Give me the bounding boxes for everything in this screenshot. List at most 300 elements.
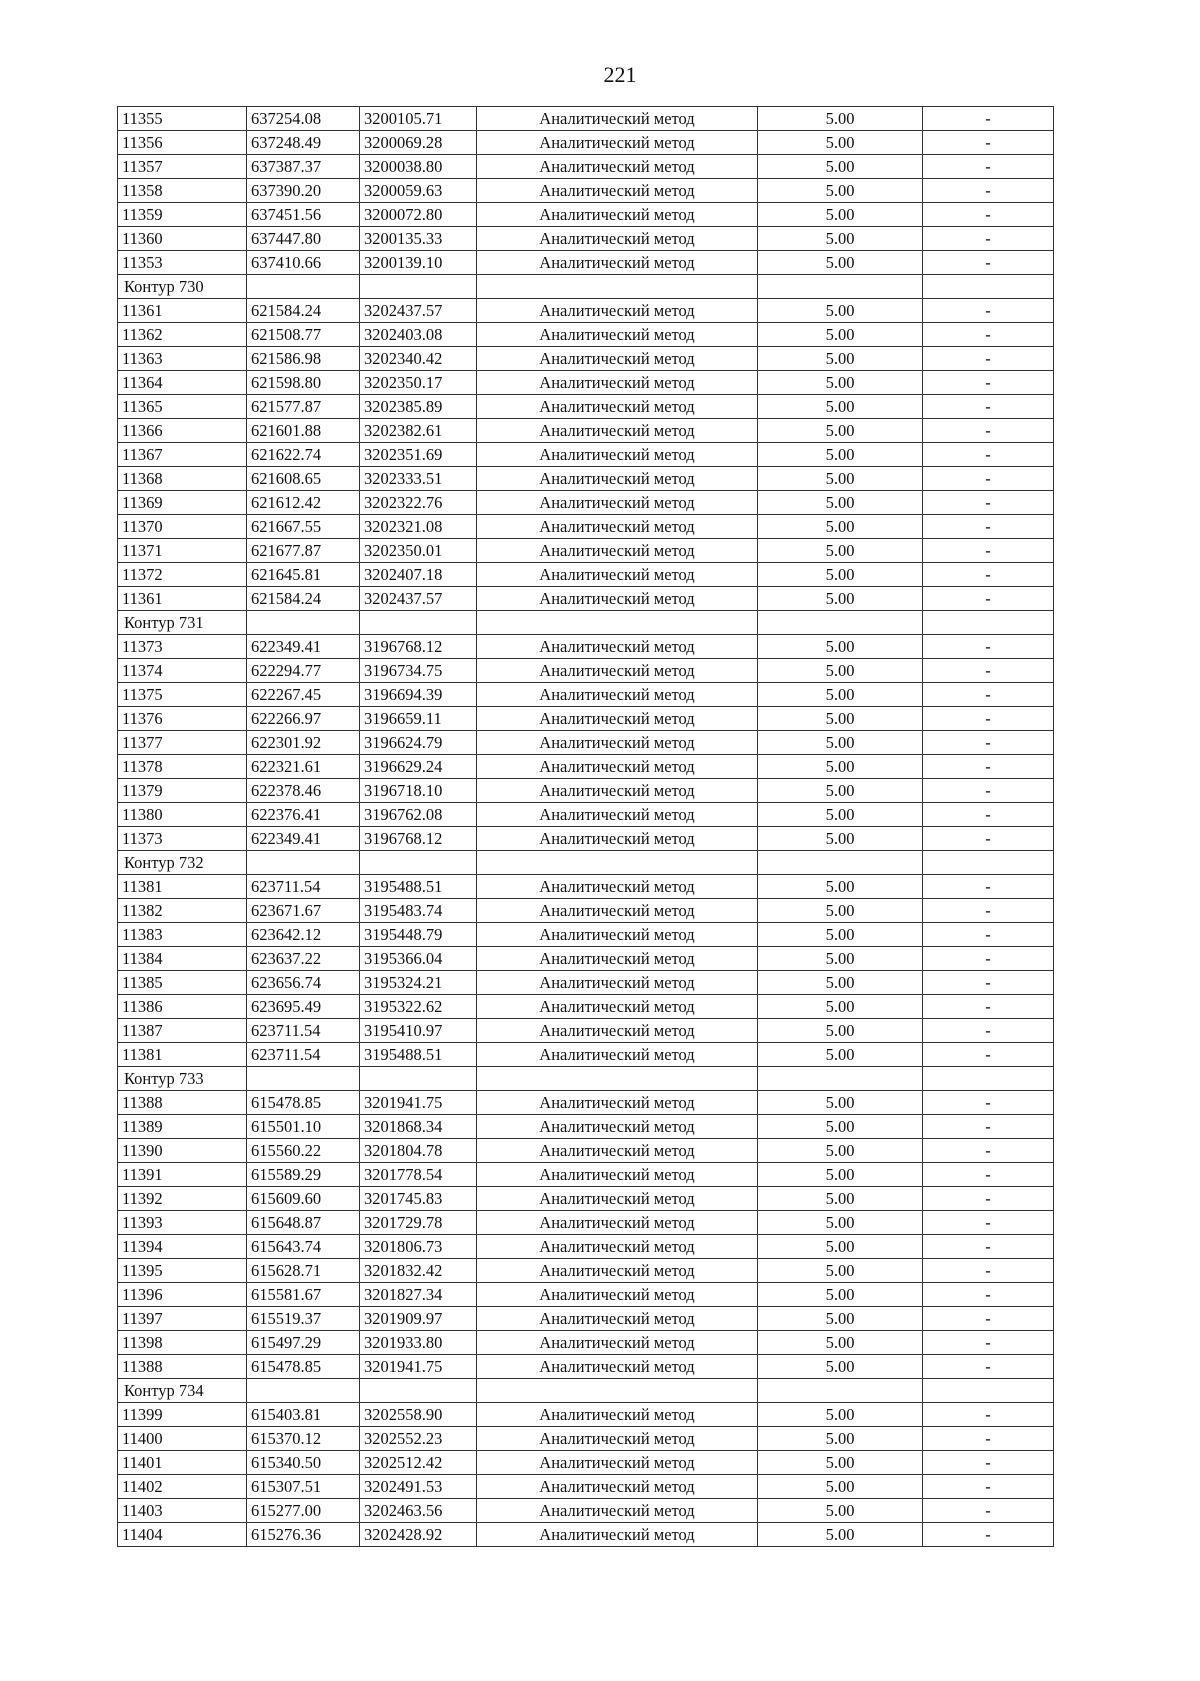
y-coordinate-cell: 3196762.08 [360,803,477,827]
x-coordinate-cell: 621612.42 [247,491,360,515]
table-row [118,467,1054,491]
table-row [118,227,1054,251]
description-cell: - [923,659,1054,683]
table-row [118,1019,1054,1043]
accuracy-cell: 5.00 [758,515,923,539]
y-coordinate-cell: 3201778.54 [360,1163,477,1187]
table-row [118,1235,1054,1259]
x-coordinate-cell: 615478.85 [247,1091,360,1115]
accuracy-cell: 5.00 [758,1523,923,1547]
accuracy-cell: 5.00 [758,683,923,707]
method-cell: Аналитический метод [477,179,758,203]
table-row [118,803,1054,827]
x-coordinate-cell: 623695.49 [247,995,360,1019]
method-cell: Аналитический метод [477,467,758,491]
empty-cell [923,851,1054,875]
empty-cell [247,1067,360,1091]
x-coordinate-cell: 615307.51 [247,1475,360,1499]
x-coordinate-cell: 621598.80 [247,371,360,395]
y-coordinate-cell: 3200059.63 [360,179,477,203]
method-cell: Аналитический метод [477,203,758,227]
accuracy-cell: 5.00 [758,875,923,899]
method-cell: Аналитический метод [477,923,758,947]
description-cell: - [923,1139,1054,1163]
y-coordinate-cell: 3202403.08 [360,323,477,347]
accuracy-cell: 5.00 [758,1211,923,1235]
x-coordinate-cell: 622349.41 [247,635,360,659]
contour-header-row [118,1067,1054,1091]
y-coordinate-cell: 3195488.51 [360,875,477,899]
description-cell: - [923,371,1054,395]
accuracy-cell: 5.00 [758,371,923,395]
x-coordinate-cell: 622349.41 [247,827,360,851]
point-id-cell: 11371 [118,539,247,563]
x-coordinate-cell: 615340.50 [247,1451,360,1475]
description-cell: - [923,1523,1054,1547]
empty-cell [247,851,360,875]
table-row [118,419,1054,443]
x-coordinate-cell: 637390.20 [247,179,360,203]
empty-cell [477,275,758,299]
table-row [118,587,1054,611]
accuracy-cell: 5.00 [758,227,923,251]
point-id-cell: 11385 [118,971,247,995]
point-id-cell: 11367 [118,443,247,467]
y-coordinate-cell: 3202491.53 [360,1475,477,1499]
method-cell: Аналитический метод [477,827,758,851]
method-cell: Аналитический метод [477,1283,758,1307]
x-coordinate-cell: 621584.24 [247,299,360,323]
method-cell: Аналитический метод [477,323,758,347]
method-cell: Аналитический метод [477,1163,758,1187]
point-id-cell: 11394 [118,1235,247,1259]
y-coordinate-cell: 3202351.69 [360,443,477,467]
table-row [118,971,1054,995]
empty-cell [477,851,758,875]
accuracy-cell: 5.00 [758,779,923,803]
table-row [118,1115,1054,1139]
method-cell: Аналитический метод [477,299,758,323]
table-row [118,299,1054,323]
x-coordinate-cell: 637248.49 [247,131,360,155]
contour-label: Контур 734 [118,1379,247,1403]
point-id-cell: 11370 [118,515,247,539]
description-cell: - [923,1427,1054,1451]
y-coordinate-cell: 3196624.79 [360,731,477,755]
description-cell: - [923,995,1054,1019]
accuracy-cell: 5.00 [758,467,923,491]
accuracy-cell: 5.00 [758,1499,923,1523]
table-row [118,875,1054,899]
point-id-cell: 11368 [118,467,247,491]
y-coordinate-cell: 3200105.71 [360,107,477,131]
description-cell: - [923,1355,1054,1379]
point-id-cell: 11359 [118,203,247,227]
empty-cell [923,611,1054,635]
method-cell: Аналитический метод [477,1019,758,1043]
point-id-cell: 11392 [118,1187,247,1211]
method-cell: Аналитический метод [477,971,758,995]
point-id-cell: 11377 [118,731,247,755]
description-cell: - [923,755,1054,779]
point-id-cell: 11362 [118,323,247,347]
accuracy-cell: 5.00 [758,1259,923,1283]
table-row [118,1355,1054,1379]
empty-cell [477,611,758,635]
method-cell: Аналитический метод [477,755,758,779]
description-cell: - [923,1187,1054,1211]
table-row [118,899,1054,923]
point-id-cell: 11365 [118,395,247,419]
x-coordinate-cell: 621508.77 [247,323,360,347]
accuracy-cell: 5.00 [758,731,923,755]
coordinates-table [117,106,1054,1547]
point-id-cell: 11380 [118,803,247,827]
accuracy-cell: 5.00 [758,1283,923,1307]
accuracy-cell: 5.00 [758,1427,923,1451]
accuracy-cell: 5.00 [758,707,923,731]
method-cell: Аналитический метод [477,1499,758,1523]
description-cell: - [923,731,1054,755]
empty-cell [758,851,923,875]
point-id-cell: 11383 [118,923,247,947]
empty-cell [477,1067,758,1091]
accuracy-cell: 5.00 [758,1307,923,1331]
table-row [118,1283,1054,1307]
description-cell: - [923,827,1054,851]
table-row [118,1331,1054,1355]
x-coordinate-cell: 622378.46 [247,779,360,803]
y-coordinate-cell: 3196659.11 [360,707,477,731]
x-coordinate-cell: 621584.24 [247,587,360,611]
y-coordinate-cell: 3196768.12 [360,827,477,851]
accuracy-cell: 5.00 [758,155,923,179]
y-coordinate-cell: 3202350.17 [360,371,477,395]
x-coordinate-cell: 615276.36 [247,1523,360,1547]
x-coordinate-cell: 615648.87 [247,1211,360,1235]
description-cell: - [923,1091,1054,1115]
accuracy-cell: 5.00 [758,1235,923,1259]
method-cell: Аналитический метод [477,1139,758,1163]
accuracy-cell: 5.00 [758,971,923,995]
method-cell: Аналитический метод [477,1355,758,1379]
table-row [118,923,1054,947]
y-coordinate-cell: 3202558.90 [360,1403,477,1427]
x-coordinate-cell: 621667.55 [247,515,360,539]
description-cell: - [923,1307,1054,1331]
description-cell: - [923,707,1054,731]
y-coordinate-cell: 3201868.34 [360,1115,477,1139]
point-id-cell: 11353 [118,251,247,275]
description-cell: - [923,803,1054,827]
accuracy-cell: 5.00 [758,803,923,827]
method-cell: Аналитический метод [477,875,758,899]
accuracy-cell: 5.00 [758,131,923,155]
accuracy-cell: 5.00 [758,347,923,371]
page-number: 221 [603,62,637,87]
point-id-cell: 11397 [118,1307,247,1331]
accuracy-cell: 5.00 [758,755,923,779]
contour-header-row [118,1379,1054,1403]
y-coordinate-cell: 3201827.34 [360,1283,477,1307]
table-row [118,1403,1054,1427]
method-cell: Аналитический метод [477,1427,758,1451]
accuracy-cell: 5.00 [758,947,923,971]
table-row [118,179,1054,203]
empty-cell [360,851,477,875]
y-coordinate-cell: 3202512.42 [360,1451,477,1475]
description-cell: - [923,323,1054,347]
empty-cell [360,275,477,299]
empty-cell [923,1067,1054,1091]
y-coordinate-cell: 3201941.75 [360,1091,477,1115]
y-coordinate-cell: 3202437.57 [360,587,477,611]
x-coordinate-cell: 637387.37 [247,155,360,179]
point-id-cell: 11387 [118,1019,247,1043]
table-row [118,659,1054,683]
table-row [118,347,1054,371]
point-id-cell: 11361 [118,299,247,323]
y-coordinate-cell: 3196629.24 [360,755,477,779]
point-id-cell: 11389 [118,1115,247,1139]
x-coordinate-cell: 622267.45 [247,683,360,707]
contour-header-row [118,275,1054,299]
method-cell: Аналитический метод [477,491,758,515]
y-coordinate-cell: 3195322.62 [360,995,477,1019]
point-id-cell: 11376 [118,707,247,731]
contour-label: Контур 730 [118,275,247,299]
table-row [118,1043,1054,1067]
point-id-cell: 11390 [118,1139,247,1163]
description-cell: - [923,419,1054,443]
method-cell: Аналитический метод [477,707,758,731]
x-coordinate-cell: 623711.54 [247,875,360,899]
description-cell: - [923,635,1054,659]
method-cell: Аналитический метод [477,419,758,443]
x-coordinate-cell: 622321.61 [247,755,360,779]
method-cell: Аналитический метод [477,563,758,587]
accuracy-cell: 5.00 [758,323,923,347]
table-row [118,995,1054,1019]
method-cell: Аналитический метод [477,1523,758,1547]
x-coordinate-cell: 622294.77 [247,659,360,683]
point-id-cell: 11402 [118,1475,247,1499]
accuracy-cell: 5.00 [758,659,923,683]
point-id-cell: 11375 [118,683,247,707]
table-row [118,443,1054,467]
method-cell: Аналитический метод [477,227,758,251]
method-cell: Аналитический метод [477,107,758,131]
accuracy-cell: 5.00 [758,179,923,203]
method-cell: Аналитический метод [477,1043,758,1067]
y-coordinate-cell: 3202340.42 [360,347,477,371]
accuracy-cell: 5.00 [758,587,923,611]
y-coordinate-cell: 3195488.51 [360,1043,477,1067]
table-row [118,323,1054,347]
description-cell: - [923,1451,1054,1475]
method-cell: Аналитический метод [477,131,758,155]
x-coordinate-cell: 615497.29 [247,1331,360,1355]
method-cell: Аналитический метод [477,1307,758,1331]
empty-cell [360,611,477,635]
y-coordinate-cell: 3196734.75 [360,659,477,683]
description-cell: - [923,923,1054,947]
point-id-cell: 11398 [118,1331,247,1355]
contour-header-row [118,611,1054,635]
description-cell: - [923,1283,1054,1307]
method-cell: Аналитический метод [477,371,758,395]
table-row [118,251,1054,275]
y-coordinate-cell: 3196768.12 [360,635,477,659]
table-row [118,131,1054,155]
point-id-cell: 11381 [118,1043,247,1067]
method-cell: Аналитический метод [477,1331,758,1355]
method-cell: Аналитический метод [477,1475,758,1499]
empty-cell [247,1379,360,1403]
x-coordinate-cell: 615370.12 [247,1427,360,1451]
table-row [118,779,1054,803]
method-cell: Аналитический метод [477,731,758,755]
x-coordinate-cell: 621622.74 [247,443,360,467]
x-coordinate-cell: 615478.85 [247,1355,360,1379]
description-cell: - [923,899,1054,923]
method-cell: Аналитический метод [477,587,758,611]
table-row [118,515,1054,539]
x-coordinate-cell: 615277.00 [247,1499,360,1523]
point-id-cell: 11384 [118,947,247,971]
empty-cell [758,275,923,299]
method-cell: Аналитический метод [477,947,758,971]
x-coordinate-cell: 621645.81 [247,563,360,587]
point-id-cell: 11373 [118,827,247,851]
method-cell: Аналитический метод [477,155,758,179]
description-cell: - [923,467,1054,491]
accuracy-cell: 5.00 [758,203,923,227]
point-id-cell: 11391 [118,1163,247,1187]
accuracy-cell: 5.00 [758,539,923,563]
point-id-cell: 11373 [118,635,247,659]
y-coordinate-cell: 3195483.74 [360,899,477,923]
accuracy-cell: 5.00 [758,299,923,323]
y-coordinate-cell: 3202407.18 [360,563,477,587]
y-coordinate-cell: 3200139.10 [360,251,477,275]
x-coordinate-cell: 622266.97 [247,707,360,731]
table-row [118,827,1054,851]
method-cell: Аналитический метод [477,899,758,923]
point-id-cell: 11372 [118,563,247,587]
x-coordinate-cell: 637451.56 [247,203,360,227]
method-cell: Аналитический метод [477,539,758,563]
y-coordinate-cell: 3201745.83 [360,1187,477,1211]
table-row [118,731,1054,755]
table-row [118,1451,1054,1475]
description-cell: - [923,227,1054,251]
method-cell: Аналитический метод [477,779,758,803]
table-row [118,683,1054,707]
method-cell: Аналитический метод [477,803,758,827]
accuracy-cell: 5.00 [758,1403,923,1427]
empty-cell [758,1067,923,1091]
table-row [118,1163,1054,1187]
method-cell: Аналитический метод [477,659,758,683]
point-id-cell: 11404 [118,1523,247,1547]
y-coordinate-cell: 3202350.01 [360,539,477,563]
accuracy-cell: 5.00 [758,827,923,851]
method-cell: Аналитический метод [477,1403,758,1427]
contour-header-row [118,851,1054,875]
contour-label: Контур 733 [118,1067,247,1091]
description-cell: - [923,1475,1054,1499]
table-row [118,563,1054,587]
description-cell: - [923,251,1054,275]
point-id-cell: 11364 [118,371,247,395]
accuracy-cell: 5.00 [758,251,923,275]
empty-cell [247,611,360,635]
description-cell: - [923,299,1054,323]
contour-label: Контур 731 [118,611,247,635]
point-id-cell: 11393 [118,1211,247,1235]
y-coordinate-cell: 3196718.10 [360,779,477,803]
y-coordinate-cell: 3201941.75 [360,1355,477,1379]
accuracy-cell: 5.00 [758,419,923,443]
accuracy-cell: 5.00 [758,923,923,947]
x-coordinate-cell: 621601.88 [247,419,360,443]
accuracy-cell: 5.00 [758,1451,923,1475]
table-row [118,1259,1054,1283]
y-coordinate-cell: 3202333.51 [360,467,477,491]
accuracy-cell: 5.00 [758,1019,923,1043]
x-coordinate-cell: 621608.65 [247,467,360,491]
accuracy-cell: 5.00 [758,491,923,515]
description-cell: - [923,203,1054,227]
y-coordinate-cell: 3202437.57 [360,299,477,323]
accuracy-cell: 5.00 [758,563,923,587]
accuracy-cell: 5.00 [758,1115,923,1139]
description-cell: - [923,587,1054,611]
table-row [118,707,1054,731]
table-row [118,1427,1054,1451]
y-coordinate-cell: 3201909.97 [360,1307,477,1331]
table-row [118,491,1054,515]
y-coordinate-cell: 3196694.39 [360,683,477,707]
x-coordinate-cell: 622301.92 [247,731,360,755]
empty-cell [758,611,923,635]
x-coordinate-cell: 622376.41 [247,803,360,827]
y-coordinate-cell: 3201729.78 [360,1211,477,1235]
table-row [118,1307,1054,1331]
x-coordinate-cell: 621677.87 [247,539,360,563]
description-cell: - [923,179,1054,203]
x-coordinate-cell: 623656.74 [247,971,360,995]
x-coordinate-cell: 637410.66 [247,251,360,275]
table-row [118,1211,1054,1235]
description-cell: - [923,1211,1054,1235]
table-row [118,203,1054,227]
method-cell: Аналитический метод [477,1259,758,1283]
x-coordinate-cell: 623671.67 [247,899,360,923]
accuracy-cell: 5.00 [758,107,923,131]
y-coordinate-cell: 3201804.78 [360,1139,477,1163]
point-id-cell: 11360 [118,227,247,251]
y-coordinate-cell: 3195448.79 [360,923,477,947]
point-id-cell: 11356 [118,131,247,155]
description-cell: - [923,1259,1054,1283]
description-cell: - [923,1499,1054,1523]
point-id-cell: 11395 [118,1259,247,1283]
y-coordinate-cell: 3202322.76 [360,491,477,515]
y-coordinate-cell: 3195410.97 [360,1019,477,1043]
point-id-cell: 11361 [118,587,247,611]
